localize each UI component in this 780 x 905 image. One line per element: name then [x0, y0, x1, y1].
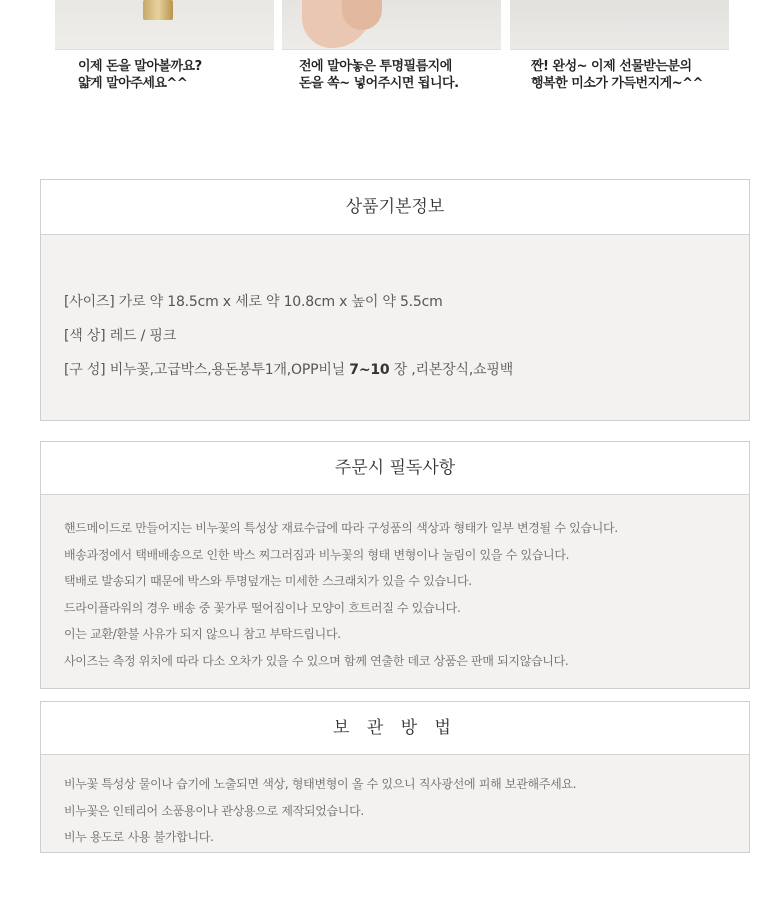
spec-value: 비누꽃,고급박스,용돈봉투1개,OPP비닐 [109, 362, 346, 378]
caption-line: 얇게 말아주세요^^ [78, 76, 188, 91]
photo-inserting-money [282, 0, 501, 50]
notice-line: 드라이플라워의 경우 배송 중 꽃가루 떨어짐이나 모양이 흐트러질 수 있습니다. [64, 600, 461, 615]
notice-line: 핸드메이드로 만들어지는 비누꽃의 특성상 재료수급에 따라 구성품의 색상과 형태가 일부 변경될 수 있습니다. [64, 521, 618, 535]
spec-value: 레드 / 핑크 [109, 328, 177, 344]
caption-step-3 [531, 58, 703, 92]
caption-line: 행복한 미소가 가득번지게~^^ [531, 76, 703, 91]
caption-step-1 [78, 58, 202, 92]
spec-quantity: 7~10 [349, 362, 390, 378]
spec-value: 장 ,리본장식,쇼핑백 [393, 362, 514, 378]
storage-line: 비누꽃 특성상 물이나 습기에 노출되면 색상, 형태변형이 올 수 있으니 직사광선에 피해 보관해주세요. [64, 777, 577, 791]
photo-rolling-money [55, 0, 274, 50]
section-body [41, 755, 749, 851]
storage-line: 비누꽃은 인테리어 소품용이나 관상용으로 제작되었습니다. [64, 803, 364, 818]
gold-ribbon-decoration [143, 0, 173, 20]
storage-line: 비누 용도로 사용 불가합니다. [64, 830, 214, 845]
notice-line: 택배로 발송되기 때문에 박스와 투명덮개는 미세한 스크래치가 있을 수 있습니다. [64, 574, 472, 589]
spec-value: 가로 약 18.5cm x 세로 약 10.8cm x 높이 약 5.5cm [118, 294, 443, 310]
caption-line: 짠! 완성~ 이제 선물받는분의 [531, 59, 692, 74]
spec-label: [사이즈] [64, 294, 115, 310]
section-body [41, 495, 749, 675]
photo-finished-gift [510, 0, 729, 50]
caption-step-2 [299, 58, 459, 92]
notice-line: 배송과정에서 택배배송으로 인한 박스 찌그러짐과 비누꽃의 형태 변형이나 눌림이 있을 수 있습니다. [64, 547, 570, 562]
spec-row-size [64, 285, 749, 319]
caption-line: 전에 말아놓은 투명필름지에 [299, 59, 452, 74]
notice-line: 이는 교환/환불 사유가 되지 않으니 참고 부탁드립니다. [64, 627, 341, 642]
spec-row-composition [64, 353, 749, 387]
caption-line: 돈을 쏙~ 넣어주시면 됩니다. [299, 76, 459, 91]
section-body [41, 235, 749, 387]
spec-label: [색 상] [64, 328, 106, 344]
section-title: 주문시 필독사항 [41, 442, 749, 495]
order-notice-section [40, 441, 750, 689]
product-basic-info-section [40, 179, 750, 421]
notice-line: 사이즈는 측정 위치에 따라 다소 오차가 있을 수 있으며 함께 연출한 데코 상품은 판매 되지않습니다. [64, 653, 569, 668]
section-title: 상품기본정보 [41, 180, 749, 235]
section-title: 보 관 방 법 [41, 702, 749, 755]
caption-line: 이제 돈을 말아볼까요? [78, 59, 202, 74]
storage-method-section [40, 701, 750, 853]
spec-label: [구 성] [64, 362, 106, 378]
photo-strip [0, 0, 780, 130]
spec-row-color [64, 319, 749, 353]
